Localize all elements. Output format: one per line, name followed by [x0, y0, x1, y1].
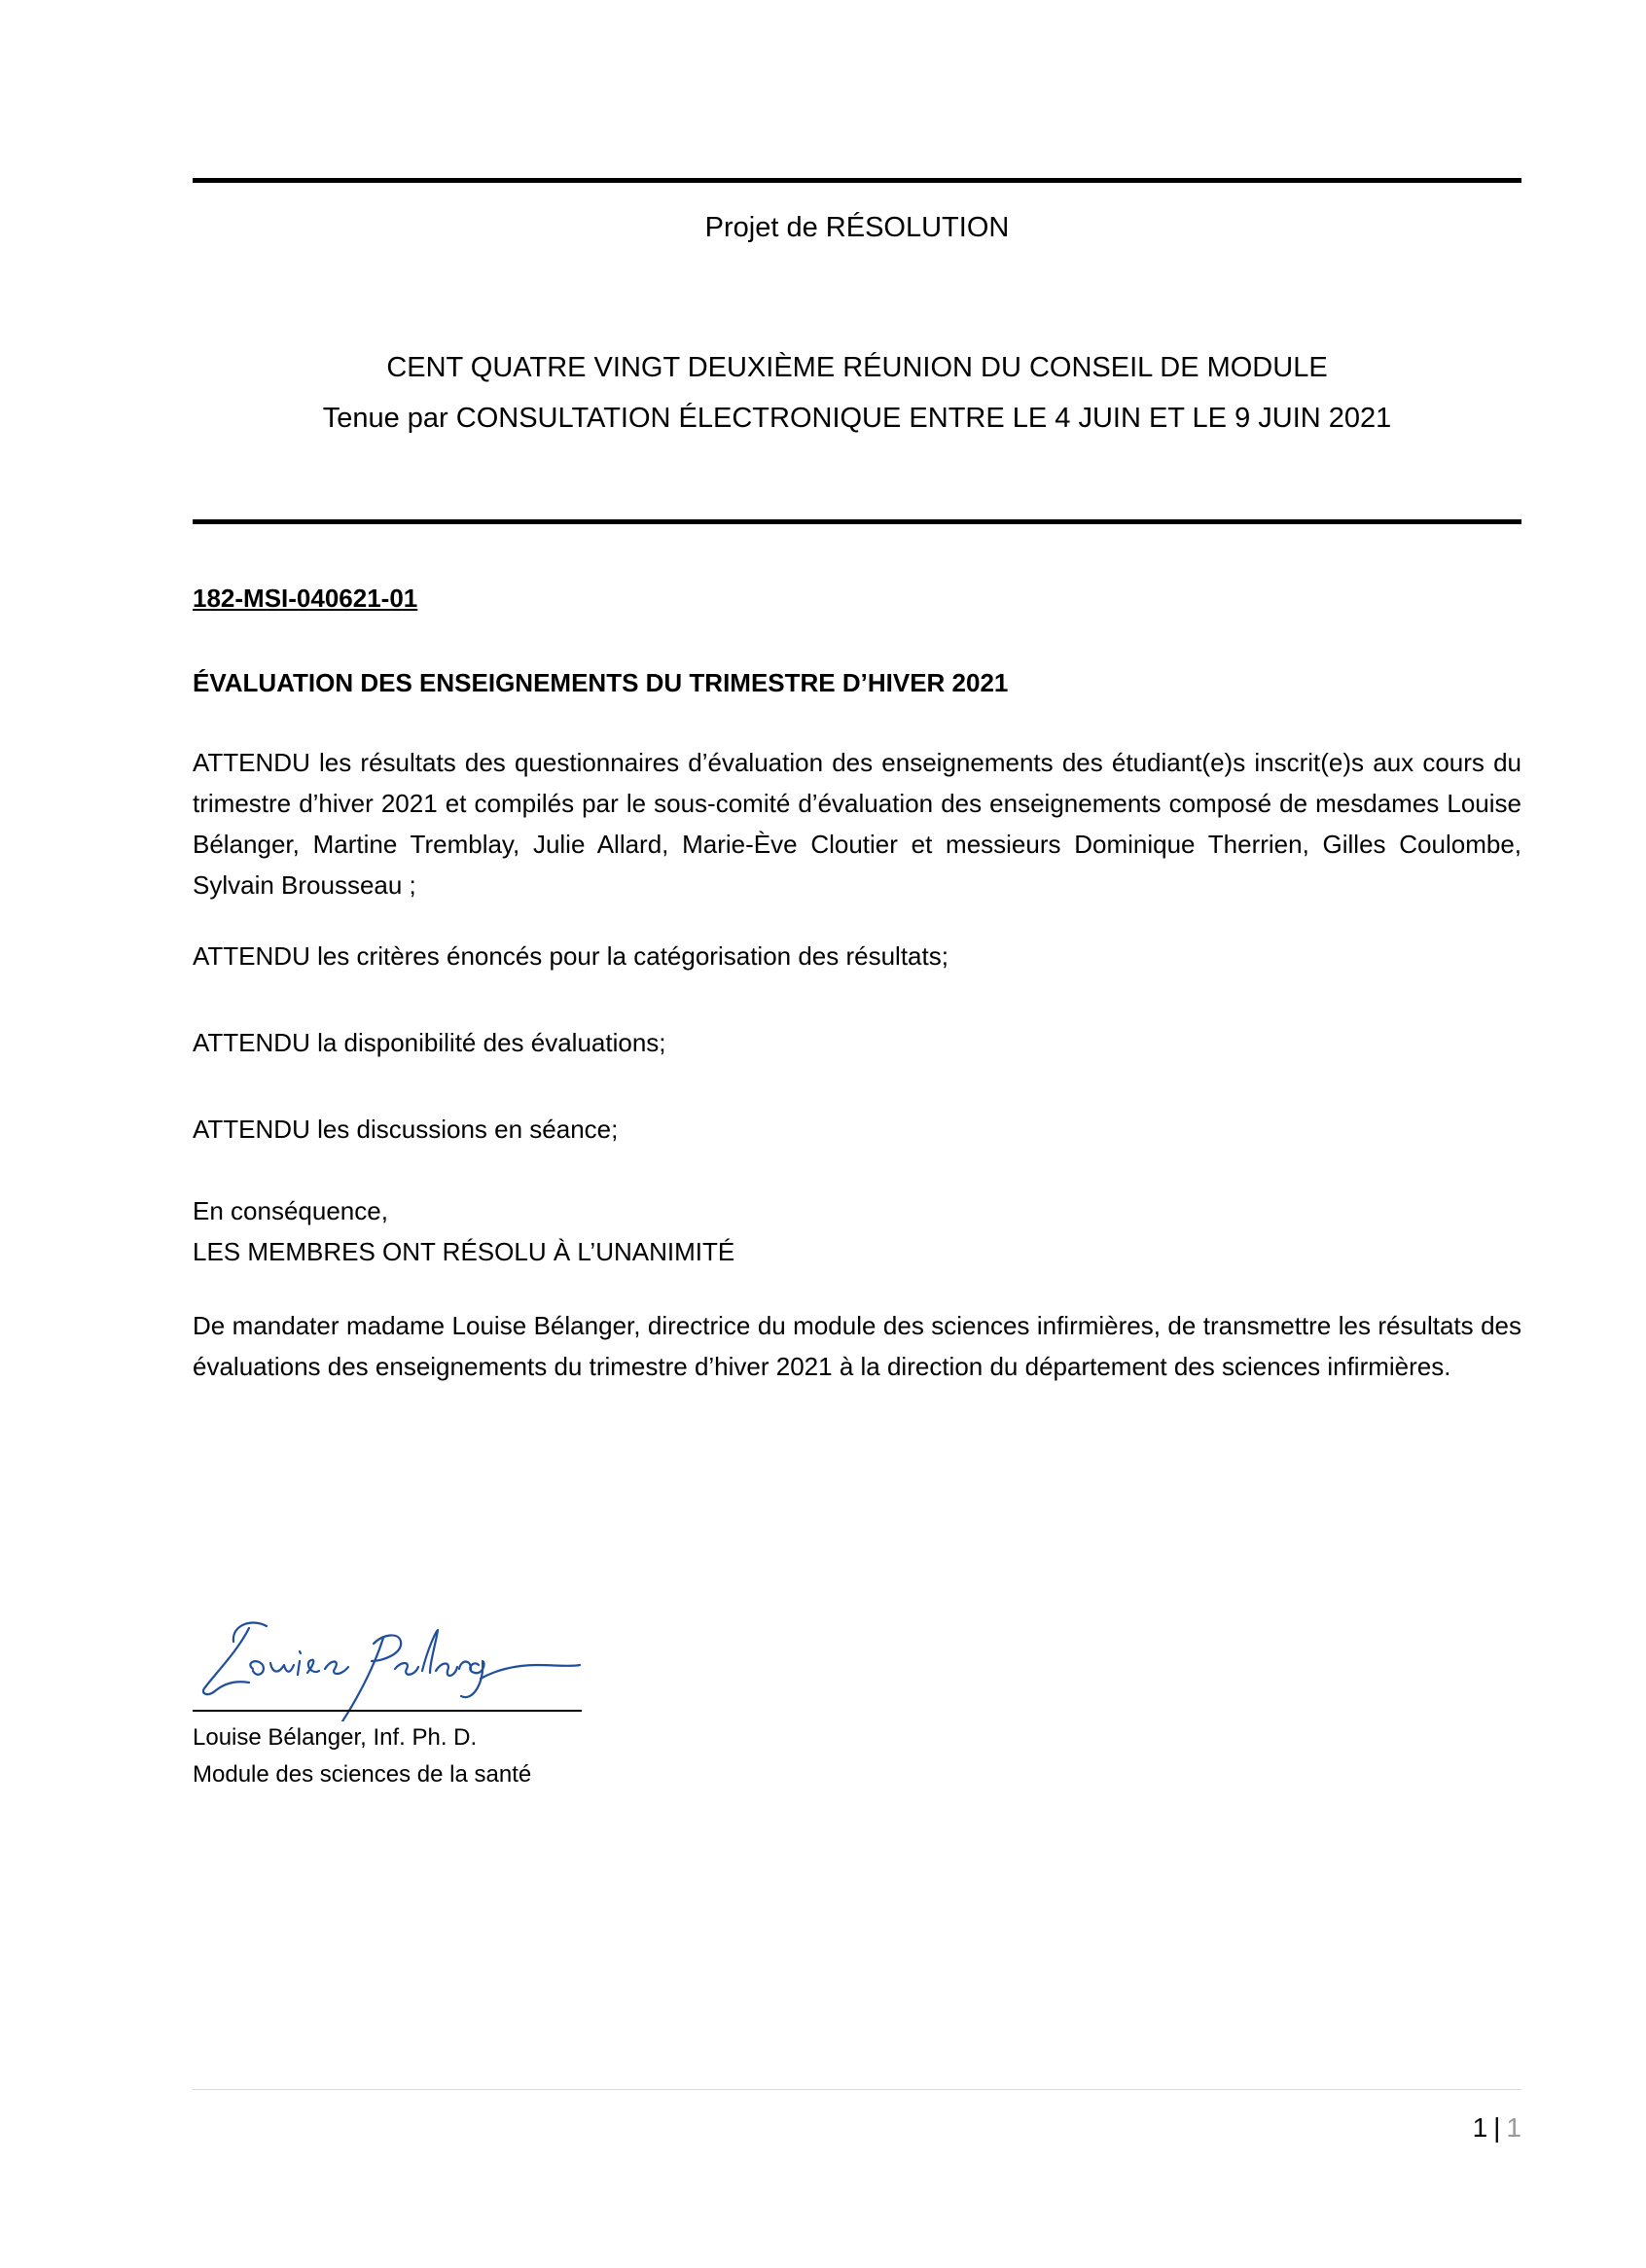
handwritten-signature — [193, 1605, 601, 1721]
resolution-number: 182-MSI-040621-01 — [193, 584, 418, 613]
decision-text: LES MEMBRES ONT RÉSOLU À L’UNANIMITÉ — [193, 1237, 735, 1266]
consequence-block — [193, 1190, 1521, 1272]
document-title: Projet de RÉSOLUTION — [704, 212, 1010, 243]
signature-line — [193, 1710, 582, 1712]
whereas-paragraph: ATTENDU la disponibilité des évaluations; — [193, 1028, 666, 1057]
consequence-text: En conséquence, — [193, 1196, 388, 1225]
resolution-subject: ÉVALUATION DES ENSEIGNEMENTS DU TRIMESTRE D’HIVER 2021 — [193, 668, 1009, 697]
current-page: 1 — [1472, 2112, 1488, 2143]
page-separator: | — [1493, 2112, 1501, 2143]
signer-block — [193, 1719, 531, 1793]
whereas-paragraph: ATTENDU les résultats des questionnaires d’évaluation des enseignements des étudiant(e)s inscrit(e)s aux cours du trimestre d’hiver 2021 et compilés par le sous-comité d’évaluation des enseignements composé de mesdames Louise Bélanger, Martine Tremblay, Julie Allard, Marie-Ève Cloutier et messieurs Dominique Therrien, Gilles Coulombe, Sylvain Brousseau ; — [193, 748, 1521, 900]
whereas-paragraph: ATTENDU les discussions en séance; — [193, 1115, 619, 1144]
total-pages: 1 — [1506, 2112, 1521, 2143]
whereas-paragraph: ATTENDU les critères énoncés pour la catégorisation des résultats; — [193, 941, 948, 971]
footer-rule — [193, 2089, 1521, 2090]
resolved-paragraph: De mandater madame Louise Bélanger, directrice du module des sciences infirmières, de transmettre les résultats des évaluations des enseignements du trimestre d’hiver 2021 à la direction du département des sciences infirmières. — [193, 1311, 1521, 1381]
meeting-details: Tenue par CONSULTATION ÉLECTRONIQUE ENTRE LE 4 JUIN ET LE 9 JUIN 2021 — [322, 403, 1392, 434]
signer-unit: Module des sciences de la santé — [193, 1761, 532, 1788]
meeting-title: CENT QUATRE VINGT DEUXIÈME RÉUNION DU CONSEIL DE MODULE — [386, 352, 1328, 383]
top-rule — [193, 178, 1521, 183]
signer-name: Louise Bélanger, Inf. Ph. D. — [193, 1724, 478, 1751]
bottom-rule — [193, 519, 1521, 524]
page-number — [1473, 2112, 1521, 2144]
